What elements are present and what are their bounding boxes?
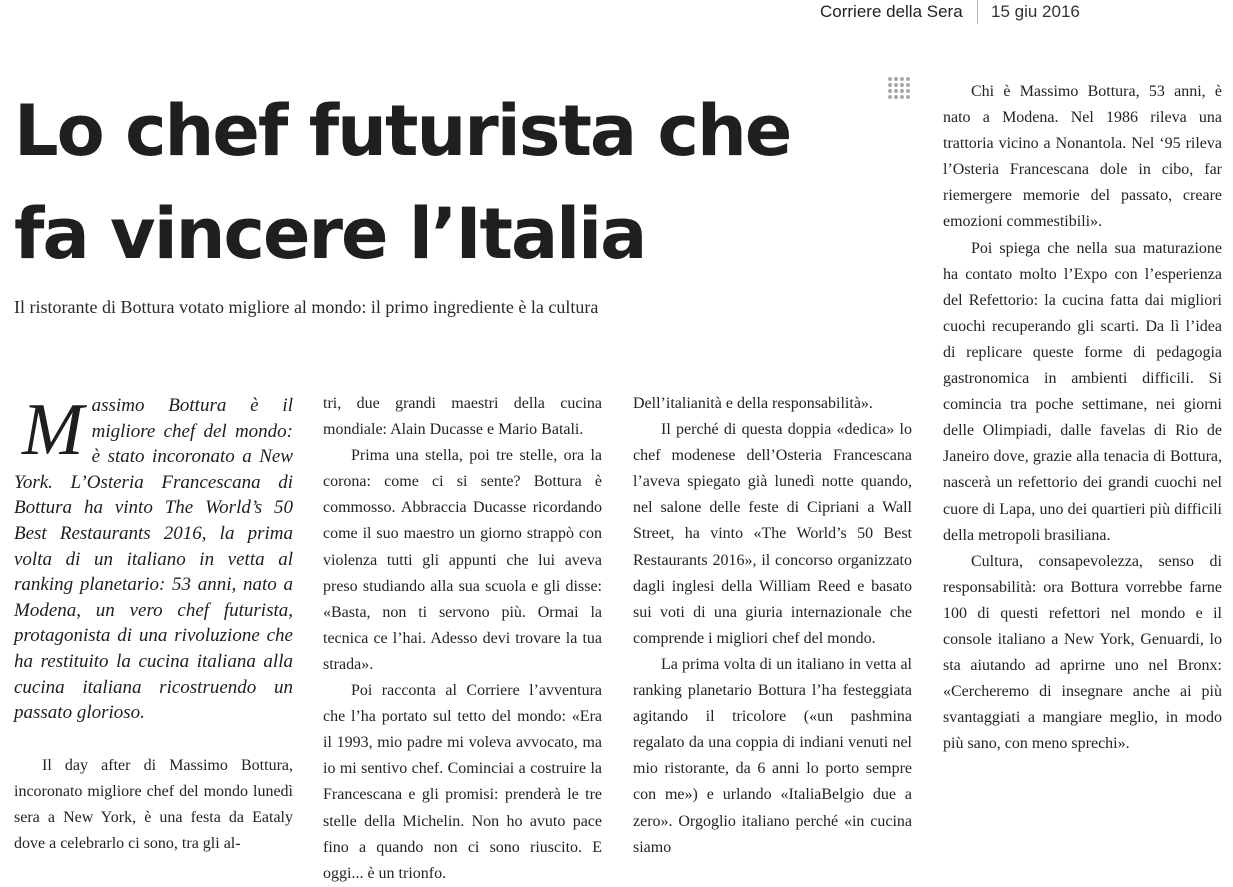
article-subtitle: Il ristorante di Bottura votato migliore al mondo: il primo ingrediente è la cultura	[14, 297, 599, 317]
lead-text: assimo Bottura è il migliore chef del mondo: è stato incoronato a New York. L’Osteria Francescana di Bottura ha vinto The World’s 50 Best Restaurants 2016, la prima volta di un italiano in vetta al ranking planetario: 53 anni, nato a Modena, un vero chef futurista, protagonista di una rivoluzione che ha restituito la cucina italiana alla cucina italiana ricostruendo un passato glorioso.	[14, 395, 293, 724]
body-paragraph: Il day after di Massimo Bottura, incoronato migliore chef del mondo lunedì sera a New York, è una festa da Eataly dove a celebrarlo ci sono, tra gli al-	[14, 756, 293, 852]
body-paragraph: Poi racconta al Corriere l’avventura che l’ha portato sul tetto del mondo: «Era il 1993, mio padre mi voleva avvocato, ma io mi sentivo chef. Cominciai a costruire la Francescana e gli promisi: prenderà le tre stelle della Michelin. Non ho avuto pace fino a quando non ci sono riuscito. E oggi... è un trionfo.	[323, 682, 602, 882]
article-column-2	[323, 391, 602, 887]
article-column-3	[633, 391, 912, 861]
body-paragraph: Poi spiega che nella sua maturazione ha contato molto l’Expo con l’esperienza del Refettorio: la cucina fatta dai migliori cuochi recuperando gli scarti. Da lì l’idea di replicare queste forme di pedagogia gastronomica in ambienti difficili. Si comincia tra poche settimane, nei giorni delle Olimpiadi, dalle favelas di Rio de Janeiro dove, grazie alla tenacia di Bottura, nascerà un refettorio dei grandi cuochi nel cuore di Lapa, uno dei quartieri più difficili della metropoli brasiliana.	[943, 239, 1222, 544]
drop-cap: M	[22, 389, 84, 471]
publication-date: 15 giu 2016	[991, 2, 1080, 21]
article-column-1	[14, 389, 293, 857]
body-paragraph: tri, due grandi maestri della cucina mondiale: Alain Ducasse e Mario Batali.	[323, 395, 602, 439]
body-paragraph: Il perché di questa doppia «dedica» lo chef modenese dell’Osteria Francescana l’aveva spiegato già lunedì notte quando, nel salone delle feste di Cipriani a Wall Street, ha vinto «The World’s 50 Best Restaurants 2016», il concorso organizzato dagli inglesi della William Reed e basato sui voti di una giuria internazionale che comprende i migliori chef del mondo.	[633, 421, 912, 647]
body-paragraph: Cultura, consapevolezza, senso di responsabilità: ora Bottura vorrebbe farne 100 di questi refettori nel mondo e il console italiano a New York, Genuardi, lo sta aiutando ad aprirne uno nel Bronx: «Cercheremo di insegnare anche ai più svantaggiati a mangiare meglio, in modo più sano, con meno sprechi».	[943, 552, 1222, 753]
article-headline	[14, 80, 914, 286]
article-column-4	[943, 79, 1222, 757]
headline-line-1: Lo chef futurista che	[14, 90, 791, 172]
body-paragraph: La prima volta di un italiano in vetta al ranking planetario Bottura l’ha festeggiata agitando il tricolore («un pashmina regalato da una coppia di indiani venuti nel mio ristorante, da 6 anni lo porto sempre con me») e urlando «ItaliaBelgio due a zero». Orgoglio italiano perché «in cucina siamo	[633, 655, 912, 856]
publication-header	[0, 0, 1233, 28]
body-paragraph: Chi è Massimo Bottura, 53 anni, è nato a Modena. Nel 1986 rileva una trattoria vicino a Nonantola. Nel ‘95 rileva l’Osteria Francescana dole in cibo, far riemergere memorie del passato, creare emozioni commestibili».	[943, 83, 1222, 231]
publication-name: Corriere della Sera	[820, 2, 963, 21]
body-paragraph: Dell’italianità e della responsabilità».	[633, 395, 873, 412]
body-paragraph: Prima una stella, poi tre stelle, ora la corona: come ci si sente? Bottura è commosso. Abbraccia Ducasse ricordando come il suo maestro un giorno strappò con violenza tutti gli appunti che lui aveva preso studiando alla sua scuola e gli disse: «Basta, non ti servono più. Ormai la tecnica ce l’hai. Adesso devi trovare la tua strada».	[323, 447, 602, 673]
header-divider	[977, 0, 978, 24]
headline-line-2: fa vincere l’Italia	[14, 193, 646, 275]
lead-paragraph	[14, 389, 293, 726]
